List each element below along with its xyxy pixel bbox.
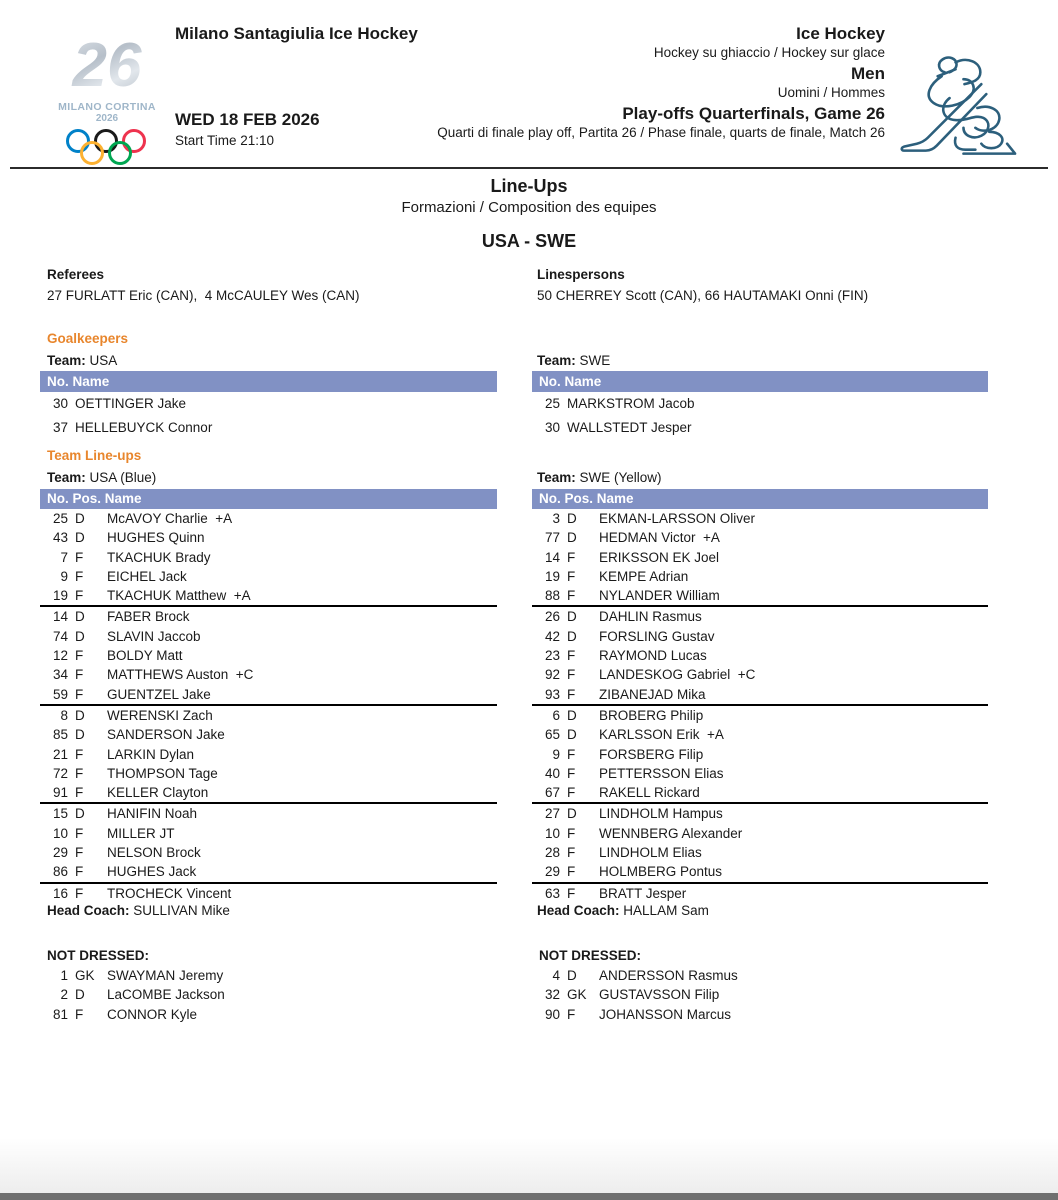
player-row (532, 416, 988, 440)
head-coach-name: HALLAM Sam (623, 903, 709, 918)
player-position: F (75, 568, 84, 584)
player-name: MATTHEWS Auston +C (107, 667, 254, 683)
player-position: F (75, 549, 84, 565)
player-position: D (567, 806, 577, 822)
player-number: 16 (52, 885, 68, 901)
line-group (532, 704, 988, 802)
player-position: F (75, 885, 84, 901)
player-row (40, 764, 497, 783)
player-position: D (567, 968, 577, 983)
player-name: OETTINGER Jake (75, 396, 187, 411)
player-name: WALLSTEDT Jesper (567, 419, 692, 435)
player-row (40, 646, 497, 665)
player-position: F (567, 568, 576, 584)
player-position: F (75, 825, 84, 841)
line-group (40, 802, 497, 881)
team-prefix: Team: (537, 470, 576, 485)
player-row (532, 567, 988, 586)
player-name: ERIKSSON EK Joel (599, 549, 720, 565)
player-row (40, 706, 497, 725)
player-number: 34 (52, 667, 68, 683)
player-row (532, 804, 988, 823)
player-name: BRATT Jesper (599, 885, 687, 901)
player-position: F (567, 667, 576, 683)
player-name: ZIBANEJAD Mika (599, 686, 706, 702)
player-name: JOHANSSON Marcus (599, 1006, 732, 1022)
player-number: 14 (52, 609, 68, 625)
player-name: GUSTAVSSON Filip (599, 987, 720, 1003)
player-position: D (75, 628, 85, 644)
player-number: 7 (60, 549, 68, 565)
player-number: 32 (544, 987, 560, 1003)
player-name: NELSON Brock (107, 845, 201, 861)
player-number: 30 (544, 419, 560, 435)
report-title: Line-Ups (490, 176, 568, 196)
player-position: F (567, 648, 576, 664)
referees-label: Referees (47, 267, 105, 282)
player-row (532, 509, 988, 528)
player-position: D (567, 511, 577, 526)
player-position: F (567, 785, 576, 801)
player-row (40, 783, 497, 802)
team-prefix: Team: (47, 470, 86, 485)
player-position: GK (75, 968, 95, 983)
player-position: F (75, 588, 84, 604)
player-row (40, 509, 497, 528)
player-name: NYLANDER William (599, 588, 720, 604)
player-name: RAYMOND Lucas (599, 648, 707, 664)
player-row (40, 392, 497, 416)
player-number: 40 (544, 765, 560, 781)
player-row (532, 725, 988, 744)
player-number: 15 (52, 806, 68, 822)
head-coach-usa (47, 903, 230, 918)
player-row (532, 392, 988, 416)
player-row (532, 607, 988, 626)
goalkeepers-table-usa (40, 371, 497, 439)
player-number: 10 (544, 825, 560, 841)
player-row (532, 985, 988, 1004)
linespersons-label: Linespersons (537, 267, 625, 282)
player-number: 30 (52, 396, 68, 411)
linespersons-names: 50 CHERREY Scott (CAN), 66 HAUTAMAKI Onni (FIN) (537, 288, 869, 303)
player-number: 42 (544, 628, 560, 644)
player-position: F (567, 885, 576, 901)
player-row (40, 665, 497, 684)
table-column-header: No. Pos. Name (532, 489, 988, 509)
player-number: 8 (60, 707, 68, 723)
player-row (532, 764, 988, 783)
player-number: 23 (544, 648, 560, 664)
team-value: USA (Blue) (89, 470, 157, 485)
player-position: F (75, 845, 84, 861)
player-row (40, 824, 497, 843)
gender-i18n: Uomini / Hommes (777, 85, 885, 100)
line-group (532, 882, 988, 903)
player-name: TKACHUK Brady (107, 549, 211, 565)
olympic-ring-yellow-icon (80, 141, 104, 165)
player-position: F (75, 667, 84, 683)
player-name: EICHEL Jack (107, 568, 187, 584)
player-name: McAVOY Charlie +A (107, 511, 233, 526)
line-group (532, 605, 988, 703)
player-name: FORSLING Gustav (599, 628, 715, 644)
player-name: EKMAN-LARSSON Oliver (599, 511, 756, 526)
player-name: WENNBERG Alexander (599, 825, 743, 841)
player-number: 25 (52, 511, 68, 526)
player-position: D (567, 628, 577, 644)
player-number: 27 (544, 806, 560, 822)
line-group (532, 802, 988, 881)
player-row (532, 824, 988, 843)
player-number: 9 (60, 568, 68, 584)
player-row (532, 586, 988, 605)
team-name-usa (47, 353, 117, 368)
player-position: D (75, 609, 85, 625)
player-number: 1 (60, 968, 68, 983)
milano-cortina-logo (48, 31, 166, 167)
report-title-i18n: Formazioni / Composition des equipes (401, 199, 657, 216)
player-row (40, 843, 497, 862)
player-row (532, 528, 988, 547)
player-row (40, 1005, 497, 1024)
player-number: 88 (544, 588, 560, 604)
player-position: F (567, 746, 576, 762)
player-position: D (75, 987, 85, 1003)
player-row (40, 745, 497, 764)
player-position: D (75, 530, 85, 546)
not-dressed-swe (532, 946, 988, 1024)
player-position: F (567, 1006, 576, 1022)
player-position: D (567, 727, 577, 743)
player-number: 14 (544, 549, 560, 565)
player-row (532, 843, 988, 862)
line-group (40, 882, 497, 903)
player-name: HELLEBUYCK Connor (75, 419, 213, 435)
player-row (40, 884, 497, 903)
player-position: F (75, 1006, 84, 1022)
page-bottom-fade (0, 1138, 1058, 1193)
player-row (40, 548, 497, 567)
player-name: HUGHES Jack (107, 864, 197, 880)
player-name: LANDESKOG Gabriel +C (599, 667, 756, 683)
player-number: 6 (552, 707, 560, 723)
head-coach-swe (537, 903, 709, 918)
lineup-team-usa (47, 470, 156, 485)
lineup-table-usa (40, 489, 497, 903)
not-dressed-usa (40, 946, 497, 1024)
event-venue-title: Milano Santagiulia Ice Hockey (175, 24, 418, 43)
player-row (532, 966, 988, 985)
gender: Men (851, 64, 885, 83)
player-position: F (567, 549, 576, 565)
player-position: D (567, 609, 577, 625)
player-row (40, 985, 497, 1004)
sport-name: Ice Hockey (796, 24, 885, 43)
player-row (40, 567, 497, 586)
player-position: D (75, 806, 85, 822)
player-position: F (75, 785, 84, 801)
lineups-section-label: Team Line-ups (47, 448, 142, 463)
player-name: LARKIN Dylan (107, 746, 195, 762)
player-position: F (75, 648, 84, 664)
player-position: F (75, 765, 84, 781)
player-number: 92 (544, 667, 560, 683)
player-number: 21 (52, 746, 68, 762)
player-name: GUENTZEL Jake (107, 686, 211, 702)
logo-year: 2026 (95, 113, 119, 124)
player-number: 29 (544, 864, 560, 880)
matchup: USA - SWE (481, 231, 577, 251)
player-row (532, 665, 988, 684)
lineup-team-swe (537, 470, 662, 485)
player-position: F (567, 765, 576, 781)
player-number: 86 (52, 864, 68, 880)
player-name: KELLER Clayton (107, 785, 209, 801)
player-row (40, 528, 497, 547)
player-number: 59 (52, 686, 68, 702)
team-name-swe (537, 353, 610, 368)
player-row (40, 725, 497, 744)
player-name: TROCHECK Vincent (107, 885, 232, 901)
line-group (532, 509, 988, 605)
player-position: F (75, 746, 84, 762)
head-coach-label: Head Coach: (47, 903, 130, 918)
player-name: FORSBERG Filip (599, 746, 704, 762)
goalkeepers-section-label: Goalkeepers (47, 331, 129, 346)
player-number: 9 (552, 746, 560, 762)
player-position: D (75, 511, 85, 526)
player-number: 85 (52, 727, 68, 743)
player-name: BOLDY Matt (107, 648, 183, 664)
player-position: F (567, 864, 576, 880)
event-date: WED 18 FEB 2026 (175, 110, 320, 129)
not-dressed-label: NOT DRESSED: (47, 948, 150, 963)
player-row (532, 646, 988, 665)
player-name: BROBERG Philip (599, 707, 704, 723)
sport-name-i18n: Hockey su ghiaccio / Hockey sur glace (653, 45, 885, 60)
player-row (40, 607, 497, 626)
player-number: 26 (544, 609, 560, 625)
player-number: 74 (52, 628, 68, 644)
player-number: 3 (552, 511, 560, 526)
player-name: PETTERSSON Elias (599, 765, 724, 781)
player-name: RAKELL Rickard (599, 785, 700, 801)
player-row (532, 884, 988, 903)
player-number: 77 (544, 530, 560, 546)
player-name: HOLMBERG Pontus (599, 864, 723, 880)
player-position: F (567, 845, 576, 861)
player-position: F (75, 686, 84, 702)
player-number: 72 (52, 765, 68, 781)
table-column-header: No. Name (40, 371, 497, 392)
player-row (532, 627, 988, 646)
line-group (40, 704, 497, 802)
player-row (532, 548, 988, 567)
player-number: 63 (544, 885, 560, 901)
player-name: KEMPE Adrian (599, 568, 689, 584)
header-divider (10, 167, 1048, 169)
phase: Play-offs Quarterfinals, Game 26 (622, 104, 885, 123)
team-value: SWE (Yellow) (579, 470, 662, 485)
player-row (532, 1005, 988, 1024)
player-position: D (75, 707, 85, 723)
player-number: 28 (544, 845, 560, 861)
player-name: HEDMAN Victor +A (599, 530, 720, 546)
player-number: 43 (52, 530, 68, 546)
ice-hockey-pictogram-icon (898, 50, 1022, 162)
player-row (40, 966, 497, 985)
player-number: 19 (52, 588, 68, 604)
logo-26-mark: 26 (48, 34, 166, 98)
player-position: D (567, 530, 577, 546)
player-name: LINDHOLM Elias (599, 845, 702, 861)
player-number: 65 (544, 727, 560, 743)
goalkeepers-table-swe (532, 371, 988, 439)
head-coach-label: Head Coach: (537, 903, 620, 918)
player-name: ANDERSSON Rasmus (599, 968, 738, 983)
event-info-block (400, 24, 885, 144)
player-name: LaCOMBE Jackson (107, 987, 225, 1003)
player-row (40, 627, 497, 646)
player-position: F (567, 588, 576, 604)
player-position: D (567, 707, 577, 723)
player-name: FABER Brock (107, 609, 190, 625)
player-name: THOMPSON Tage (107, 765, 218, 781)
player-name: LINDHOLM Hampus (599, 806, 723, 822)
player-row (532, 706, 988, 725)
player-name: MILLER JT (107, 825, 175, 841)
player-name: SWAYMAN Jeremy (107, 968, 224, 983)
olympic-ring-green-icon (108, 141, 132, 165)
player-row (532, 685, 988, 704)
logo-wordmark: MILANO CORTINA (58, 101, 156, 113)
phase-i18n: Quarti di finale play off, Partita 26 / Phase finale, quarts de finale, Match 26 (437, 125, 885, 140)
player-number: 90 (544, 1006, 560, 1022)
line-group (40, 509, 497, 605)
player-number: 25 (544, 396, 560, 411)
player-name: CONNOR Kyle (107, 1006, 198, 1022)
player-number: 91 (52, 785, 68, 801)
table-column-header: No. Name (532, 371, 988, 392)
player-name: DAHLIN Rasmus (599, 609, 702, 625)
player-row (532, 862, 988, 881)
player-row (40, 804, 497, 823)
player-name: HUGHES Quinn (107, 530, 205, 546)
player-name: MARKSTROM Jacob (567, 396, 695, 411)
player-number: 4 (552, 968, 560, 983)
team-value: SWE (579, 353, 611, 368)
lineup-table-swe (532, 489, 988, 903)
bottom-edge-strip (0, 1193, 1058, 1200)
start-time: Start Time 21:10 (175, 133, 275, 148)
player-position: F (75, 864, 84, 880)
player-name: TKACHUK Matthew +A (107, 588, 251, 604)
player-name: SLAVIN Jaccob (107, 628, 201, 644)
player-number: 81 (52, 1006, 68, 1022)
player-row (40, 416, 497, 440)
player-position: GK (567, 987, 587, 1003)
player-number: 19 (544, 568, 560, 584)
not-dressed-label: NOT DRESSED: (539, 948, 642, 963)
player-number: 2 (60, 987, 68, 1003)
player-row (40, 862, 497, 881)
player-number: 10 (52, 825, 68, 841)
player-row (532, 783, 988, 802)
player-number: 12 (52, 648, 68, 664)
team-value: USA (89, 353, 118, 368)
player-position: F (567, 825, 576, 841)
player-number: 93 (544, 686, 560, 702)
player-name: WERENSKI Zach (107, 707, 213, 723)
player-row (40, 586, 497, 605)
team-prefix: Team: (537, 353, 576, 368)
line-group (40, 605, 497, 703)
olympic-rings-icon (66, 129, 148, 167)
player-row (532, 745, 988, 764)
player-name: SANDERSON Jake (107, 727, 225, 743)
table-column-header: No. Pos. Name (40, 489, 497, 509)
player-number: 67 (544, 785, 560, 801)
head-coach-name: SULLIVAN Mike (133, 903, 230, 918)
player-position: D (75, 727, 85, 743)
player-row (40, 685, 497, 704)
team-prefix: Team: (47, 353, 86, 368)
player-position: F (567, 686, 576, 702)
player-name: KARLSSON Erik +A (599, 727, 724, 743)
player-number: 29 (52, 845, 68, 861)
player-name: HANIFIN Noah (107, 806, 198, 822)
player-number: 37 (52, 419, 68, 435)
referees-names: 27 FURLATT Eric (CAN), 4 McCAULEY Wes (CAN) (47, 288, 360, 303)
